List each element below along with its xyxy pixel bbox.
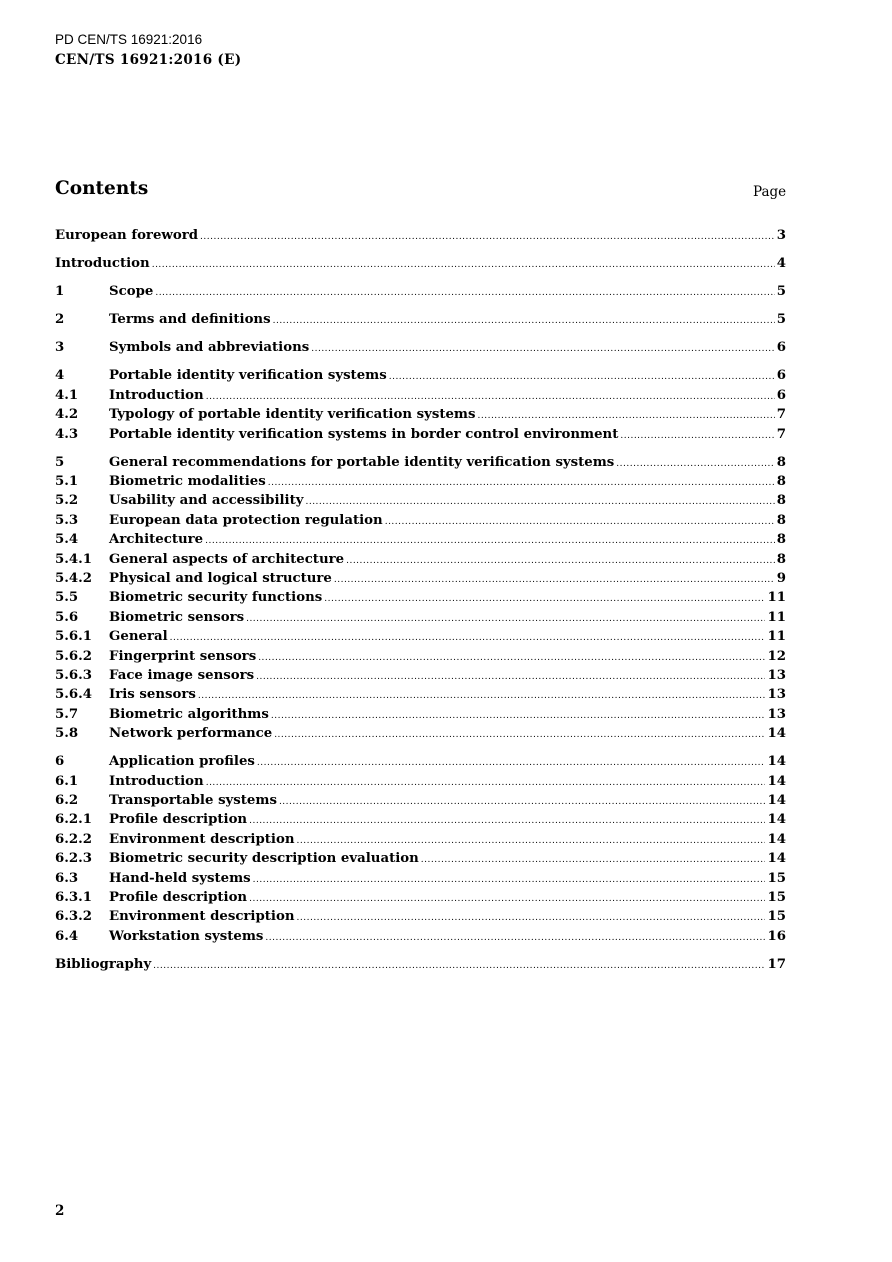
toc-entry-page: 14 xyxy=(767,773,786,789)
toc-entry-page: 11 xyxy=(767,629,786,645)
toc-entry-number: 6.1 xyxy=(55,773,79,789)
contents-title: Contents xyxy=(55,178,149,199)
toc-dot-leader xyxy=(155,284,774,303)
toc-entry-number: 5.6.4 xyxy=(55,687,93,703)
toc-entry-number: 6.4 xyxy=(55,928,79,944)
toc-entry[interactable] xyxy=(55,425,786,444)
toc-entry-title: Biometric modalities xyxy=(109,474,266,490)
document-id-subheader: CEN/TS 16921:2016 (E) xyxy=(55,52,242,68)
toc-entry-title: General recommendations for portable identity verification systems xyxy=(109,454,615,470)
toc-entry[interactable] xyxy=(55,569,786,588)
toc-entry-title: Introduction xyxy=(55,256,150,272)
toc-entry[interactable] xyxy=(55,511,786,530)
toc-entry[interactable] xyxy=(55,666,786,685)
toc-entry-number: 4.3 xyxy=(55,426,79,442)
toc-entry-number: 5.2 xyxy=(55,493,79,509)
toc-dot-leader xyxy=(274,726,765,745)
toc-entry-number: 1 xyxy=(55,284,65,300)
toc-entry-page: 15 xyxy=(767,909,786,925)
toc-entry-title: Scope xyxy=(109,284,154,300)
toc-entry[interactable] xyxy=(55,405,786,424)
toc-dot-leader xyxy=(153,957,765,976)
toc-entry-number: 6.3.2 xyxy=(55,909,93,925)
toc-entry-page: 13 xyxy=(767,687,786,703)
table-of-contents xyxy=(55,226,786,974)
toc-entry-title: Typology of portable identity verification systems xyxy=(109,407,476,423)
toc-entry-page: 14 xyxy=(767,851,786,867)
toc-entry[interactable] xyxy=(55,869,786,888)
toc-entry[interactable] xyxy=(55,608,786,627)
toc-entry-title: Iris sensors xyxy=(109,687,196,703)
toc-entry[interactable] xyxy=(55,254,786,273)
toc-dot-leader xyxy=(620,427,774,446)
toc-entry-number: 5.8 xyxy=(55,726,79,742)
toc-entry-title: European data protection regulation xyxy=(109,512,383,528)
toc-entry-page: 8 xyxy=(776,551,786,567)
toc-entry-title: Biometric algorithms xyxy=(109,706,269,722)
toc-entry-page: 5 xyxy=(776,284,786,300)
toc-entry[interactable] xyxy=(55,453,786,472)
toc-entry-page: 13 xyxy=(767,667,786,683)
page-column-label: Page xyxy=(753,184,787,200)
toc-entry-title: Architecture xyxy=(109,532,204,548)
toc-entry-number: 5.4 xyxy=(55,532,79,548)
toc-dot-leader xyxy=(200,228,775,247)
toc-entry-title: Network performance xyxy=(109,726,273,742)
toc-entry[interactable] xyxy=(55,627,786,646)
toc-entry-page: 14 xyxy=(767,754,786,770)
toc-entry-number: 6.2.2 xyxy=(55,831,93,847)
toc-entry-title: Profile description xyxy=(109,889,248,905)
toc-entry-page: 3 xyxy=(776,228,786,243)
toc-entry[interactable] xyxy=(55,772,786,791)
toc-entry-number: 5.6.1 xyxy=(55,629,93,645)
toc-entry-number: 5.6.3 xyxy=(55,667,93,683)
toc-entry-page: 14 xyxy=(767,831,786,847)
toc-entry[interactable] xyxy=(55,588,786,607)
toc-entry-title: Face image sensors xyxy=(109,667,255,683)
toc-entry-number: 6.2.3 xyxy=(55,851,93,867)
toc-entry[interactable] xyxy=(55,907,786,926)
toc-dot-leader xyxy=(265,929,765,948)
toc-dot-leader xyxy=(152,256,775,275)
toc-entry[interactable] xyxy=(55,791,786,810)
toc-entry-number: 4.2 xyxy=(55,407,79,423)
toc-entry-title: Usability and accessibility xyxy=(109,493,304,509)
toc-entry-title: Bibliography xyxy=(55,956,152,972)
toc-entry[interactable] xyxy=(55,810,786,829)
toc-dot-leader xyxy=(273,312,775,331)
toc-entry-number: 4.1 xyxy=(55,387,79,403)
toc-entry[interactable] xyxy=(55,491,786,510)
toc-entry-page: 8 xyxy=(776,512,786,528)
toc-entry[interactable] xyxy=(55,550,786,569)
toc-entry-page: 6 xyxy=(776,368,786,384)
toc-entry[interactable] xyxy=(55,530,786,549)
toc-entry-number: 5.6.2 xyxy=(55,648,93,664)
toc-entry[interactable] xyxy=(55,955,786,974)
toc-entry[interactable] xyxy=(55,647,786,666)
toc-entry-number: 5.5 xyxy=(55,590,79,606)
toc-entry-page: 13 xyxy=(767,706,786,722)
toc-entry-page: 4 xyxy=(776,256,786,272)
toc-entry-title: Symbols and abbreviations xyxy=(109,340,310,356)
toc-entry[interactable] xyxy=(55,705,786,724)
toc-entry-number: 5.6 xyxy=(55,609,79,625)
toc-dot-leader xyxy=(311,340,775,359)
toc-entry-number: 5.1 xyxy=(55,474,79,490)
page-number: 2 xyxy=(55,1203,65,1219)
toc-entry-number: 5 xyxy=(55,454,65,470)
toc-entry-number: 5.7 xyxy=(55,706,79,722)
toc-entry-page: 12 xyxy=(767,648,786,664)
toc-entry-title: European foreword xyxy=(55,228,199,243)
toc-entry[interactable] xyxy=(55,888,786,907)
toc-entry-number: 3 xyxy=(55,340,65,356)
toc-entry[interactable] xyxy=(55,724,786,743)
toc-entry[interactable] xyxy=(55,752,786,771)
toc-entry-title: Profile description xyxy=(109,812,248,828)
toc-entry[interactable] xyxy=(55,226,786,245)
toc-entry-number: 6.3 xyxy=(55,870,79,886)
toc-entry[interactable] xyxy=(55,338,786,357)
toc-entry-title: Biometric security description evaluation xyxy=(109,851,419,867)
toc-entry[interactable] xyxy=(55,685,786,704)
toc-entry-number: 6.2.1 xyxy=(55,812,93,828)
toc-entry-number: 4 xyxy=(55,368,65,384)
toc-entry-title: Biometric security functions xyxy=(109,590,323,606)
toc-entry-number: 6.2 xyxy=(55,792,79,808)
toc-entry-title: Portable identity verification systems xyxy=(109,368,387,384)
toc-entry-page: 11 xyxy=(767,590,786,606)
toc-entry-page: 6 xyxy=(776,387,786,403)
toc-entry-number: 5.3 xyxy=(55,512,79,528)
toc-entry-page: 8 xyxy=(776,454,786,470)
toc-entry-page: 5 xyxy=(776,312,786,328)
toc-entry-page: 14 xyxy=(767,812,786,828)
toc-entry-page: 11 xyxy=(767,609,786,625)
toc-entry[interactable] xyxy=(55,366,786,385)
toc-entry-page: 7 xyxy=(776,426,786,442)
toc-entry-page: 7 xyxy=(776,407,786,423)
toc-entry-title: General xyxy=(109,629,168,645)
toc-entry-page: 14 xyxy=(767,792,786,808)
toc-entry[interactable] xyxy=(55,849,786,868)
toc-entry[interactable] xyxy=(55,282,786,301)
toc-entry-page: 17 xyxy=(767,956,786,972)
toc-entry-number: 5.4.1 xyxy=(55,551,93,567)
toc-entry-page: 9 xyxy=(776,570,786,586)
toc-entry-title: Physical and logical structure xyxy=(109,570,332,586)
toc-entry-page: 6 xyxy=(776,340,786,356)
toc-entry-page: 8 xyxy=(776,532,786,548)
toc-entry-page: 14 xyxy=(767,726,786,742)
toc-entry-page: 16 xyxy=(767,928,786,944)
toc-entry-title: Portable identity verification systems in border control environment xyxy=(109,426,619,442)
toc-entry-number: 5.4.2 xyxy=(55,570,93,586)
toc-entry-title: Workstation systems xyxy=(109,928,264,944)
toc-entry-page: 8 xyxy=(776,493,786,509)
toc-entry-title: Fingerprint sensors xyxy=(109,648,257,664)
toc-entry-title: Environment description xyxy=(109,831,295,847)
toc-entry-title: Introduction xyxy=(109,387,204,403)
toc-entry-page: 15 xyxy=(767,870,786,886)
toc-entry-title: Hand-held systems xyxy=(109,870,251,886)
toc-entry[interactable] xyxy=(55,310,786,329)
toc-entry-title: Biometric sensors xyxy=(109,609,245,625)
toc-entry-title: General aspects of architecture xyxy=(109,551,345,567)
toc-entry[interactable] xyxy=(55,386,786,405)
toc-entry[interactable] xyxy=(55,830,786,849)
toc-entry-title: Environment description xyxy=(109,909,295,925)
toc-entry-number: 6.3.1 xyxy=(55,889,93,905)
toc-entry-page: 15 xyxy=(767,889,786,905)
toc-entry-page: 8 xyxy=(776,474,786,490)
toc-entry-title: Introduction xyxy=(109,773,204,789)
toc-entry-number: 2 xyxy=(55,312,65,328)
toc-entry-title: Terms and definitions xyxy=(109,312,271,328)
toc-entry-title: Transportable systems xyxy=(109,792,277,808)
document-id-header: PD CEN/TS 16921:2016 xyxy=(55,32,203,47)
toc-entry-number: 6 xyxy=(55,754,65,770)
toc-entry[interactable] xyxy=(55,472,786,491)
toc-entry[interactable] xyxy=(55,927,786,946)
toc-entry-title: Application profiles xyxy=(109,754,255,770)
